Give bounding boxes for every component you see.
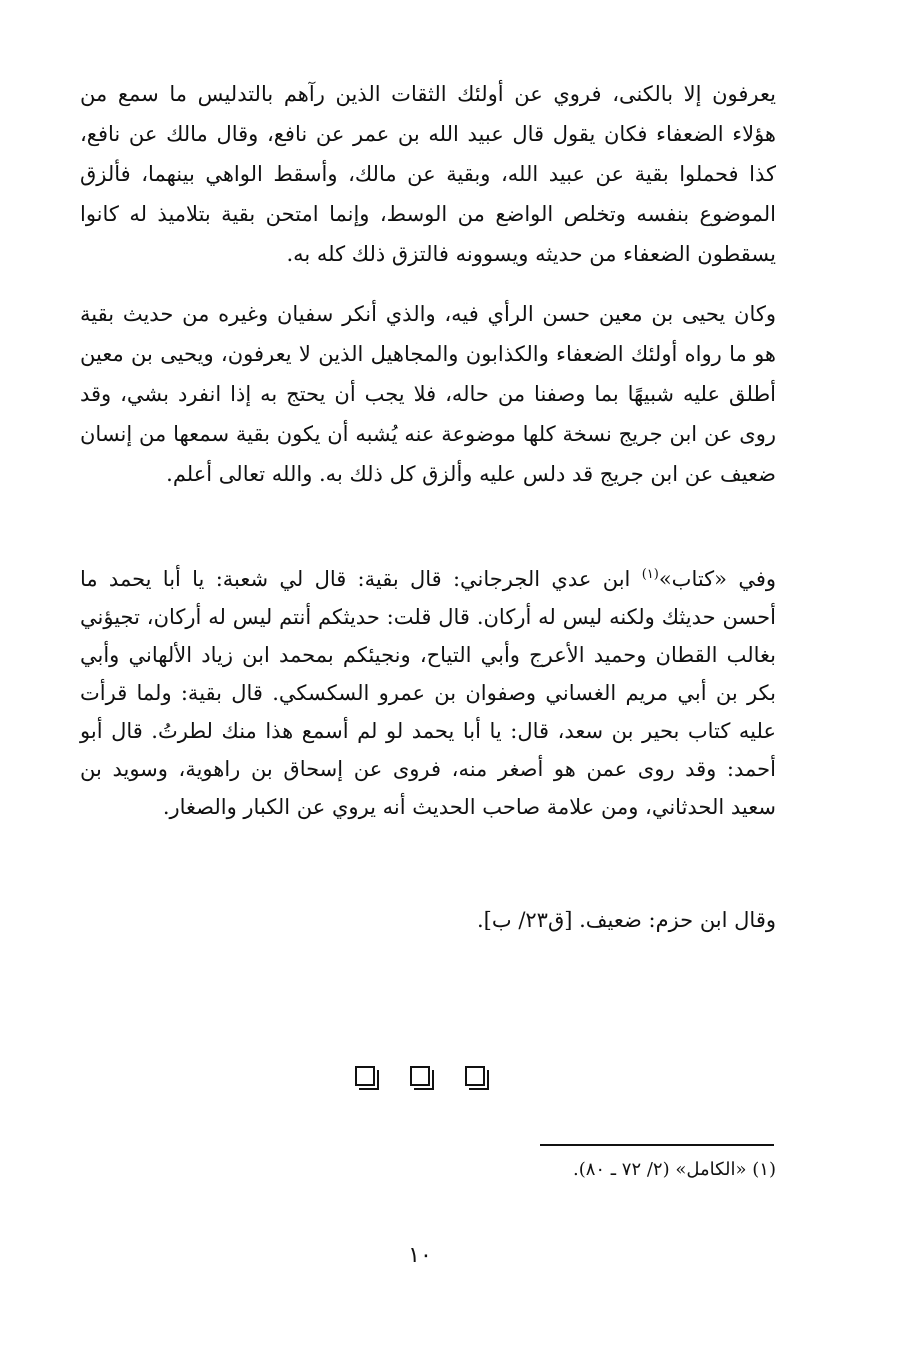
paragraph-3-body: ابن عدي الجرجاني: قال بقية: قال لي شعبة: يا أبا يحمد ما أحسن حديثك ولكنه ليس له أركان. قال قلت: حديثكم أنتم ليس له أركان، تجيؤني بغالب القطان وحميد الأعرج وأبي التياح، ونجيئكم بمحمد ابن زياد الألهاني وأبي بكر بن أبي مريم الغساني وصفوان بن عمرو السكسكي. قال بقية: ولما قرأت عليه كتاب بحير بن سعد، قال: يا أبا يحمد لو لم أسمع هذا منك لطرتُ. قال أبو أحمد: وقد روى عمن هو أصغر منه، فروى عن إسحاق بن راهوية، وسويد بن سعيد الحدثاني، ومن علامة صاحب الحديث أنه يروي عن الكبار والصغار. <box>80 567 776 819</box>
page-number: ١٠ <box>408 1243 432 1268</box>
square-ornament-icon <box>465 1066 485 1086</box>
paragraph-4-text: وقال ابن حزم: ضعيف. [ق٢٣/ ب]. <box>477 908 776 932</box>
footnote-divider <box>540 1144 774 1146</box>
paragraph-1 <box>80 74 776 274</box>
square-ornament-icon <box>410 1066 430 1086</box>
paragraph-2-text: وكان يحيى بن معين حسن الرأي فيه، والذي أنكر سفيان وغيره من حديث بقية هو ما رواه أولئك الضعفاء والكذابون والمجاهيل الذين لا يعرفون، ويحيى بن معين أطلق عليه شبيهًا بما وصفنا من حاله، فلا يجب أن يحتج به إذا انفرد بشي، وقد روى عن ابن جريج نسخة كلها موضوعة عنه يُشبه أن يكون بقية سمعها من إنسان ضعيف عن ابن جريج قد دلس عليه وألزق كل ذلك به. والله تعالى أعلم. <box>80 302 776 486</box>
square-ornament-icon <box>355 1066 375 1086</box>
paragraph-1-text: يعرفون إلا بالكنى، فروي عن أولئك الثقات الذين رآهم بالتدليس ما سمع من هؤلاء الضعفاء فكان يقول قال عبيد الله بن عمر عن نافع، وقال مالك عن نافع، كذا فحملوا بقية عن عبيد الله، وبقية عن مالك، وأسقط الواهي بينهما، فألزق الموضوع بنفسه وتخلص الواضع من الوسط، وإنما امتحن بقية بتلاميذ له كانوا يسقطون الضعفاء من حديثه ويسوونه فالتزق ذلك كله به. <box>80 82 776 266</box>
paragraph-2 <box>80 294 776 494</box>
footnote-marker: (١) <box>641 567 659 582</box>
paragraph-3 <box>80 556 776 826</box>
paragraph-3-text <box>80 556 776 826</box>
paragraph-3-lead: وفي «كتاب» <box>658 567 776 591</box>
paragraph-4 <box>80 900 776 940</box>
section-end-ornaments <box>355 1066 485 1096</box>
footnote: (١) «الكامل» (٢/ ٧٢ ـ ٨٠). <box>572 1159 776 1180</box>
